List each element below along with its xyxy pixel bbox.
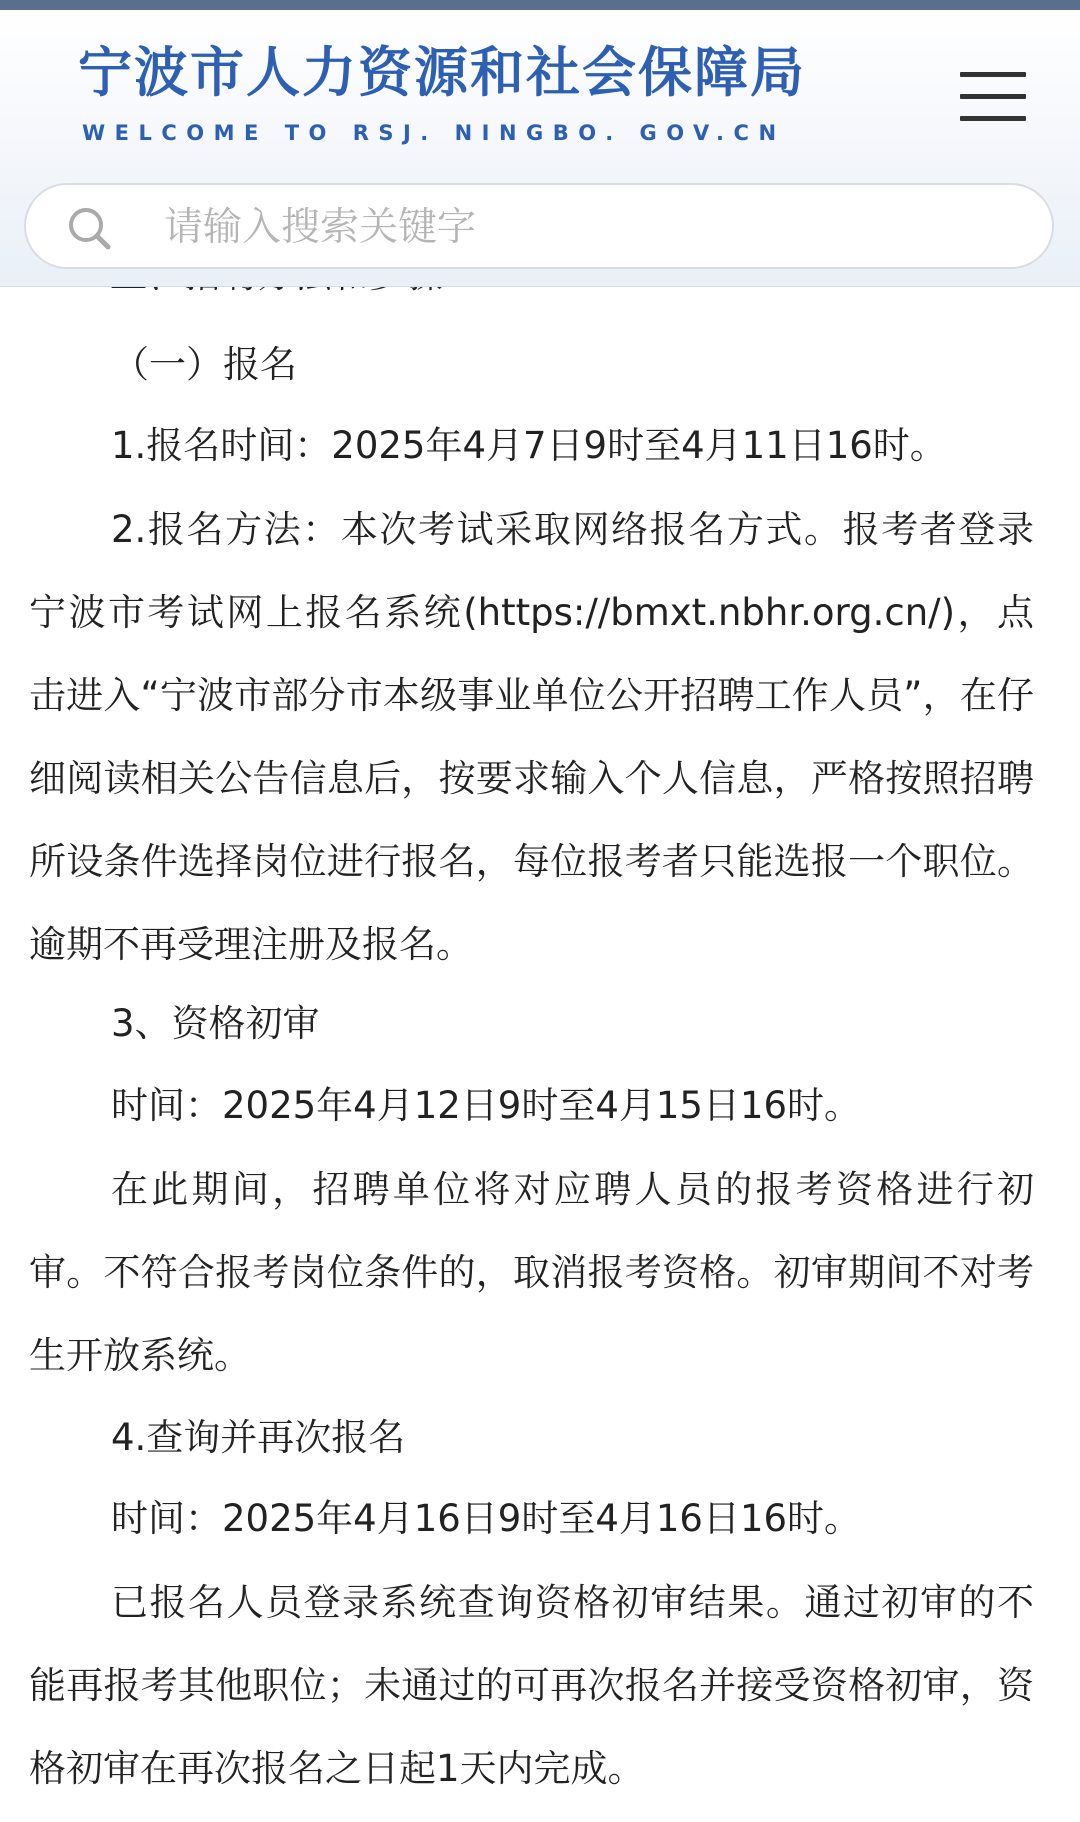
requery-heading: 4.查询并再次报名: [111, 1416, 406, 1459]
requery-body: 已报名人员登录系统查询资格初审结果。通过初审的不能再报考其他职位；未通过的可再次报名并接受资格初审，资格初审在再次报名之日起1天内完成。: [29, 1581, 1034, 1790]
registration-time: 1.报名时间：2025年4月7日9时至4月11日16时。: [111, 424, 947, 467]
registration-method: 2.报名方法：本次考试采取网络报名方式。报考者登录宁波市考试网上报名系统(https://bmxt.nbhr.org.cn/)，点击进入“宁波市部分市本级事业单位公开招聘工作人员”，在仔细阅读相关公告信息后，按要求输入个人信息，严格按照招聘所设条件选择岗位进行报名，每位报考者只能选报一个职位。逾期不再受理注册及报名。: [29, 508, 1034, 966]
site-subtitle: WELCOME TO RSJ. NINGBO. GOV.CN: [82, 121, 786, 145]
qualification-review-time: 时间：2025年4月12日9时至4月15日16时。: [111, 1084, 862, 1127]
menu-bar-bottom: [960, 116, 1026, 121]
search-bar[interactable]: [24, 183, 1054, 269]
menu-bar-middle: [960, 94, 1026, 99]
section-heading-registration: （一）报名: [112, 343, 297, 386]
qualification-review-heading: 3、资格初审: [111, 1002, 320, 1045]
site-header: [0, 10, 1080, 287]
menu-bar-top: [960, 72, 1026, 77]
search-icon[interactable]: [66, 205, 112, 251]
requery-time: 时间：2025年4月16日9时至4月16日16时。: [111, 1497, 862, 1540]
site-title[interactable]: 宁波市人力资源和社会保障局: [78, 41, 806, 104]
hamburger-menu-icon[interactable]: [958, 70, 1028, 124]
search-input[interactable]: [162, 195, 1006, 259]
qualification-review-body: 在此期间，招聘单位将对应聘人员的报考资格进行初审。不符合报考岗位条件的，取消报考资格。初审期间不对考生开放系统。: [29, 1168, 1034, 1377]
